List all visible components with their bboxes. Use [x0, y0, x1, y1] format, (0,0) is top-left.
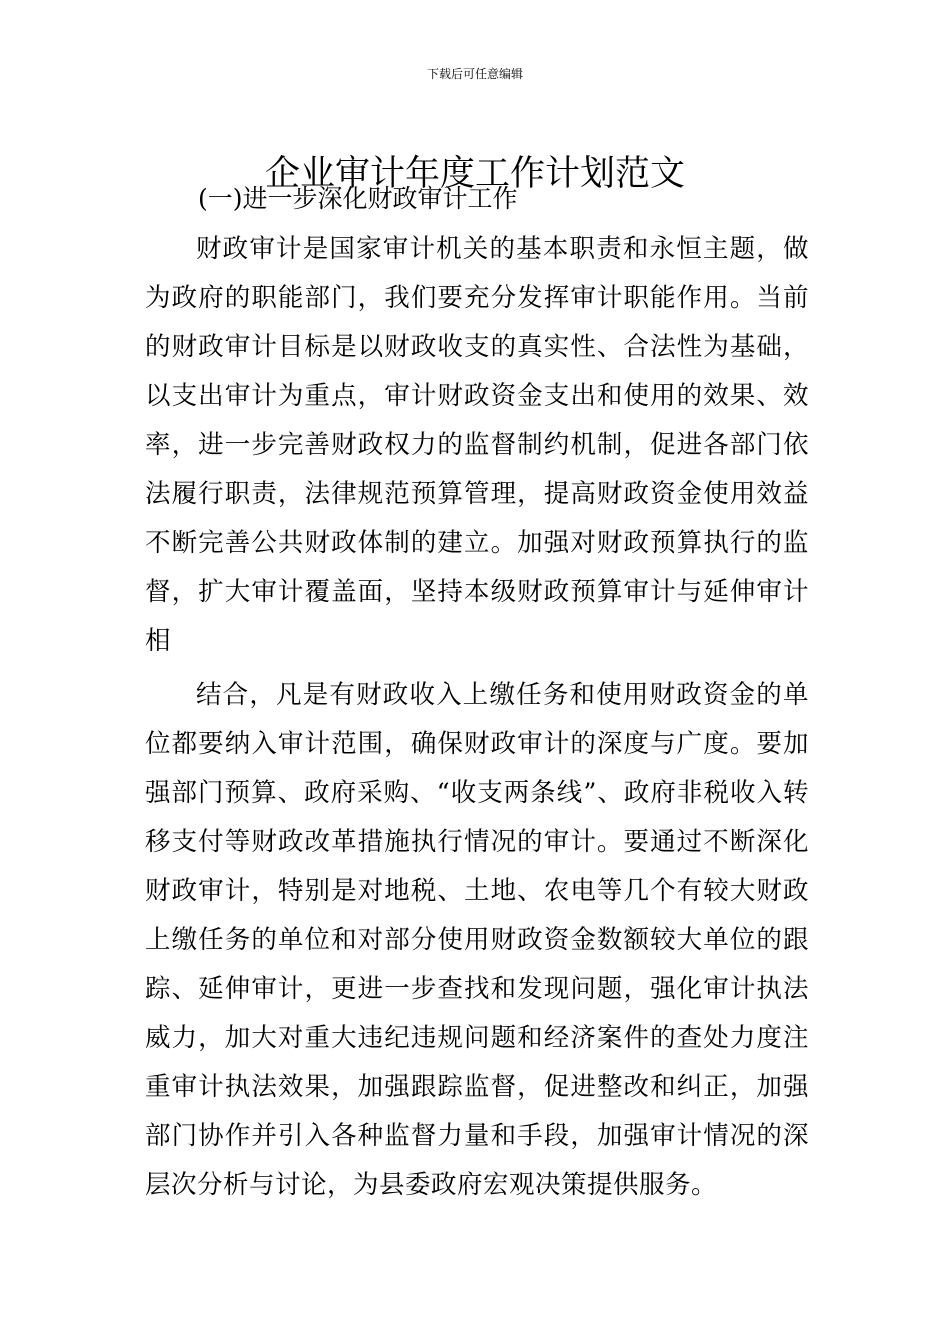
body-paragraph-1: 财政审计是国家审计机关的基本职责和永恒主题，做为政府的职能部门，我们要充分发挥审计职能作用。当前的财政审计目标是以财政收支的真实性、合法性为基础，以支出审计为重点，审计财政资金支出和使用的效果、效率，进一步完善财政权力的监督制约机制，促进各部门依法履行职责，法律规范预算管理，提高财政资金使用效益不断完善公共财政体制的建立。加强对财政预算执行的监督，扩大审计覆盖面，坚持本级财政预算审计与延伸审计相	[145, 234, 809, 656]
document-title: 企业审计年度工作计划范文	[264, 154, 685, 195]
section-heading: (一)进一步深化财政审计工作	[198, 184, 518, 213]
header-note: 下载后可任意编辑	[426, 67, 523, 81]
body-paragraph-2: 结合，凡是有财政收入上缴任务和使用财政资金的单位都要纳入审计范围，确保财政审计的深度与广度。要加强部门预算、政府采购、“收支两条线”、政府非税收入转移支付等财政改革措施执行情况的审计。要通过不断深化财政审计，特别是对地税、土地、农电等几个有较大财政上缴任务的单位和对部分使用财政资金数额较大单位的跟踪、延伸审计，更进一步查找和发现问题，强化审计执法威力，加大对重大违纪违规问题和经济案件的查处力度注重审计执法效果，加强跟踪监督，促进整改和纠正，加强部门协作并引入各种监督力量和手段，加强审计情况的深层次分析与讨论，为县委政府宏观决策提供服务。	[145, 680, 809, 1200]
